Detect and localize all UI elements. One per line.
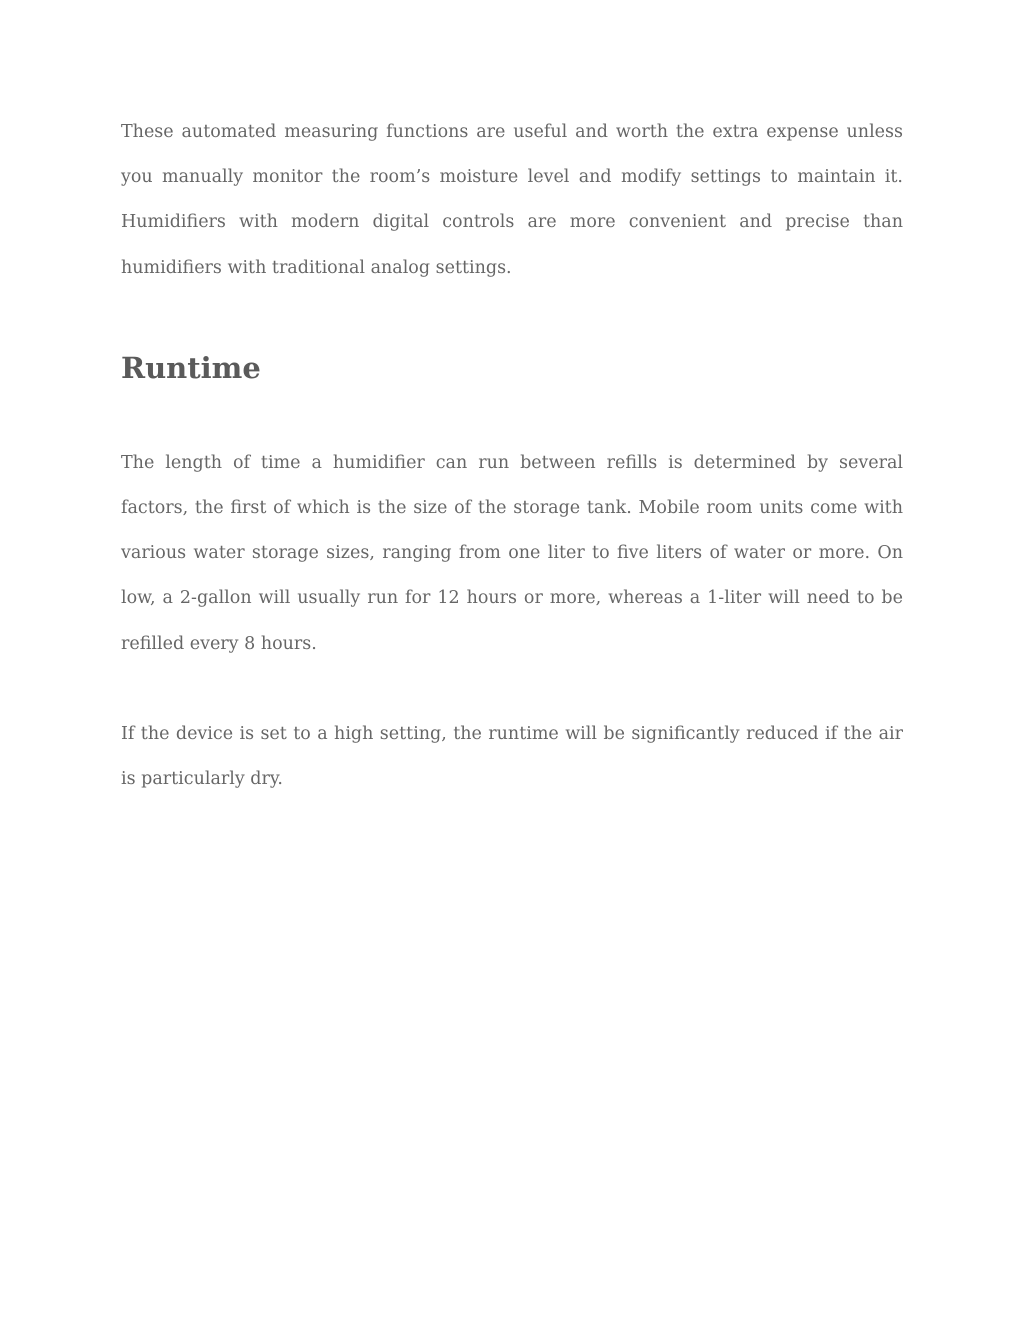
intro-paragraph: These automated measuring functions are useful and worth the extra expense unless you manually monitor the room’s moisture level and modify settings to maintain it. Humidifiers with modern digital controls are more convenient and precise than humidifiers with traditional analog settings. [121, 122, 903, 278]
document-page [121, 110, 903, 802]
section-heading-runtime: Runtime [121, 350, 261, 385]
runtime-paragraph-2: If the device is set to a high setting, the runtime will be significantly reduced if the air is particularly dry. [121, 723, 903, 790]
section-heading-container [121, 350, 903, 386]
runtime-paragraph-1: The length of time a humidifier can run between refills is determined by several factors, the first of which is the size of the storage tank. Mobile room units come with various water storage sizes, ranging from one liter to five liters of water or more. On low, a 2-gallon will usually run for 12 hours or more, whereas a 1-liter will need to be refilled every 8 hours. [121, 452, 903, 654]
